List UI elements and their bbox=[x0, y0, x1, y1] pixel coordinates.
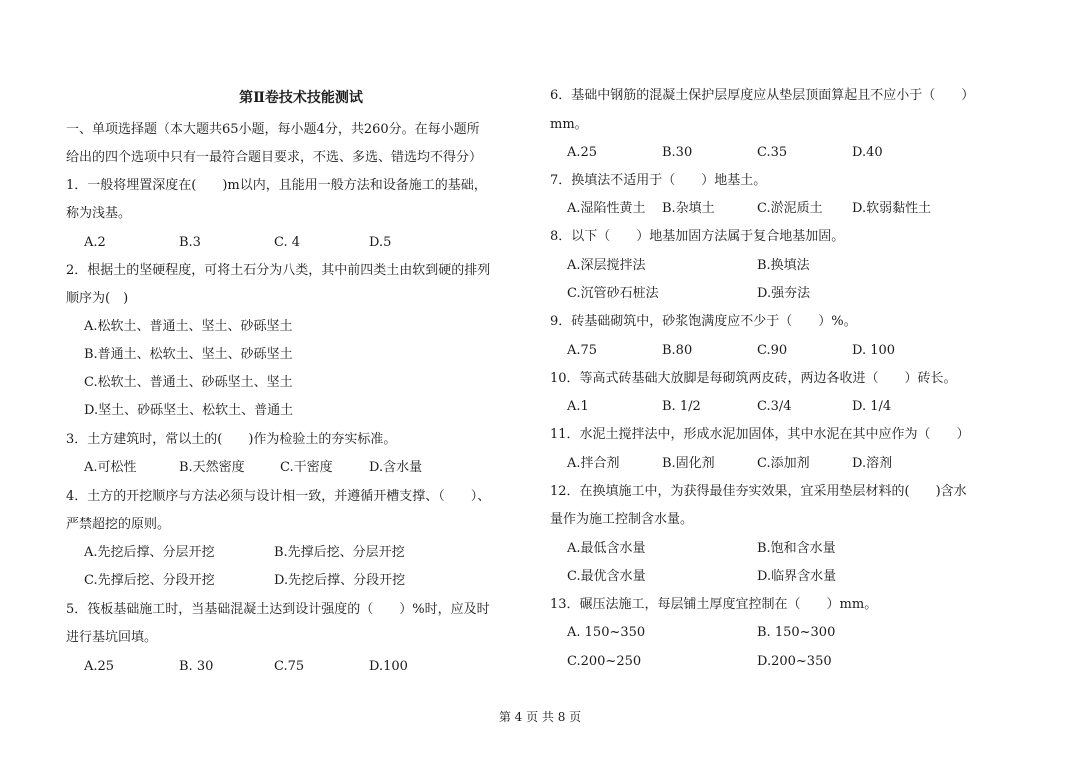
question-12-option-b: B.饱和含水量 bbox=[757, 541, 836, 556]
question-1-text: 1．一般将埋置深度在( )m以内，且能用一般方法和设备施工的基础， bbox=[66, 178, 487, 193]
question-13-option-c: C.200~250 bbox=[567, 654, 642, 669]
question-12-text: 12．在换填施工中，为获得最佳夯实效果，宜采用垫层材料的( )含水 bbox=[550, 484, 967, 499]
question-8-option-c: C.沉管砂石桩法 bbox=[567, 286, 659, 301]
question-8-option-b: B.换填法 bbox=[757, 258, 810, 273]
question-3-text: 3．土方建筑时，常以土的( )作为检验土的夯实标准。 bbox=[66, 432, 397, 447]
question-3-option-d: D.含水量 bbox=[369, 460, 423, 475]
question-12-option-a: A.最低含水量 bbox=[567, 541, 646, 556]
question-13-option-d: D.200~350 bbox=[757, 654, 832, 669]
question-10-option-a: A.1 bbox=[567, 399, 589, 414]
question-2-text: 顺序为( ) bbox=[66, 291, 129, 306]
question-4-text: 4．土方的开挖顺序与方法必须与设计相一致，并遵循开槽支撑、（ ）、 bbox=[66, 489, 491, 504]
question-2-text: 2．根据土的坚硬程度，可将土石分为八类，其中前四类土由软到硬的排列 bbox=[66, 263, 491, 278]
question-13-option-b: B. 150~300 bbox=[757, 625, 836, 640]
question-3-option-a: A.可松性 bbox=[84, 460, 137, 475]
question-6-option-d: D.40 bbox=[852, 145, 883, 160]
question-8-option-a: A.深层搅拌法 bbox=[567, 258, 646, 273]
question-11-option-b: B.固化剂 bbox=[662, 456, 715, 471]
question-4-option-b: B.先撑后挖、分层开挖 bbox=[274, 545, 405, 560]
page-footer: 第 4 页 共 8 页 bbox=[498, 710, 582, 724]
question-9-option-a: A.75 bbox=[567, 343, 598, 358]
question-13-text: 13．碾压法施工，每层铺土厚度宜控制在（ ）mm。 bbox=[550, 597, 878, 612]
question-1-text: 称为浅基。 bbox=[66, 206, 132, 221]
question-6-text: 6．基础中钢筋的混凝土保护层厚度应从垫层顶面算起且不应小于（ ） bbox=[550, 88, 975, 103]
question-4-text: 严禁超挖的原则。 bbox=[66, 517, 171, 532]
question-9-option-b: B.80 bbox=[662, 343, 693, 358]
question-4-option-c: C.先撑后挖、分段开挖 bbox=[84, 573, 215, 588]
question-1-option-d: D.5 bbox=[369, 235, 392, 250]
question-1-option-a: A.2 bbox=[84, 235, 106, 250]
question-4-option-d: D.先挖后撑、分段开挖 bbox=[274, 573, 406, 588]
question-10-option-d: D. 1/4 bbox=[852, 399, 892, 414]
question-6-option-c: C.35 bbox=[757, 145, 788, 160]
question-10-option-c: C.3/4 bbox=[757, 399, 792, 414]
question-5-text: 进行基坑回填。 bbox=[66, 630, 158, 645]
question-5-option-c: C.75 bbox=[274, 659, 305, 674]
section-heading-line: 给出的四个选项中只有一最符合题目要求，不选、多选、错选均不得分） bbox=[66, 150, 483, 165]
question-11-option-c: C.添加剂 bbox=[757, 456, 810, 471]
question-2-option-c: C.松软土、普通土、砂砾坚土、坚土 bbox=[84, 375, 293, 390]
question-10-text: 10．等高式砖基础大放脚是每砌筑两皮砖，两边各收进（ ）砖长。 bbox=[550, 371, 957, 386]
question-6-option-a: A.25 bbox=[567, 145, 598, 160]
question-2-option-a: A.松软土、普通土、坚土、砂砾坚土 bbox=[84, 319, 293, 334]
question-2-option-d: D.坚土、砂砾坚土、松软土、普通土 bbox=[84, 403, 294, 418]
question-5-text: 5．筏板基础施工时，当基础混凝土达到设计强度的（ ）%时，应及时 bbox=[66, 602, 490, 617]
question-11-option-a: A.拌合剂 bbox=[567, 456, 620, 471]
question-7-option-d: D.软弱黏性土 bbox=[852, 201, 932, 216]
question-3-option-c: C.干密度 bbox=[280, 460, 333, 475]
question-7-text: 7．换填法不适用于（ ）地基土。 bbox=[550, 173, 767, 188]
question-5-option-d: D.100 bbox=[369, 659, 408, 674]
question-2-option-b: B.普通土、松软土、坚土、砂砾坚土 bbox=[84, 347, 293, 362]
question-12-text: 量作为施工控制含水量。 bbox=[550, 512, 694, 527]
question-6-text: mm。 bbox=[550, 117, 588, 132]
question-1-option-c: C. 4 bbox=[274, 235, 301, 250]
question-12-option-d: D.临界含水量 bbox=[757, 569, 837, 584]
question-7-option-b: B.杂填土 bbox=[662, 201, 715, 216]
question-11-option-d: D.溶剂 bbox=[852, 456, 893, 471]
question-9-option-d: D. 100 bbox=[852, 343, 896, 358]
question-5-option-a: A.25 bbox=[84, 659, 115, 674]
question-3-option-b: B.天然密度 bbox=[179, 460, 245, 475]
question-8-option-d: D.强夯法 bbox=[757, 286, 811, 301]
question-4-option-a: A.先挖后撑、分层开挖 bbox=[84, 545, 215, 560]
page-title: 第Ⅱ卷技术技能测试 bbox=[239, 90, 363, 106]
question-12-option-c: C.最优含水量 bbox=[567, 569, 646, 584]
question-1-option-b: B.3 bbox=[179, 235, 201, 250]
question-11-text: 11．水泥土搅拌法中，形成水泥加固体，其中水泥在其中应作为（ ） bbox=[550, 427, 970, 442]
question-13-option-a: A. 150~350 bbox=[567, 625, 646, 640]
question-5-option-b: B. 30 bbox=[179, 659, 214, 674]
question-10-option-b: B. 1/2 bbox=[662, 399, 701, 414]
section-heading-line: 一、单项选择题（本大题共65小题，每小题4分，共260分。在每小题所 bbox=[66, 122, 480, 137]
question-6-option-b: B.30 bbox=[662, 145, 693, 160]
question-8-text: 8．以下（ ）地基加固方法属于复合地基加固。 bbox=[550, 229, 845, 244]
question-9-text: 9．砖基础砌筑中，砂浆饱满度应不少于（ ）%。 bbox=[550, 314, 857, 329]
question-7-option-a: A.湿陷性黄土 bbox=[567, 201, 646, 216]
question-9-option-c: C.90 bbox=[757, 343, 788, 358]
question-7-option-c: C.淤泥质土 bbox=[757, 201, 823, 216]
